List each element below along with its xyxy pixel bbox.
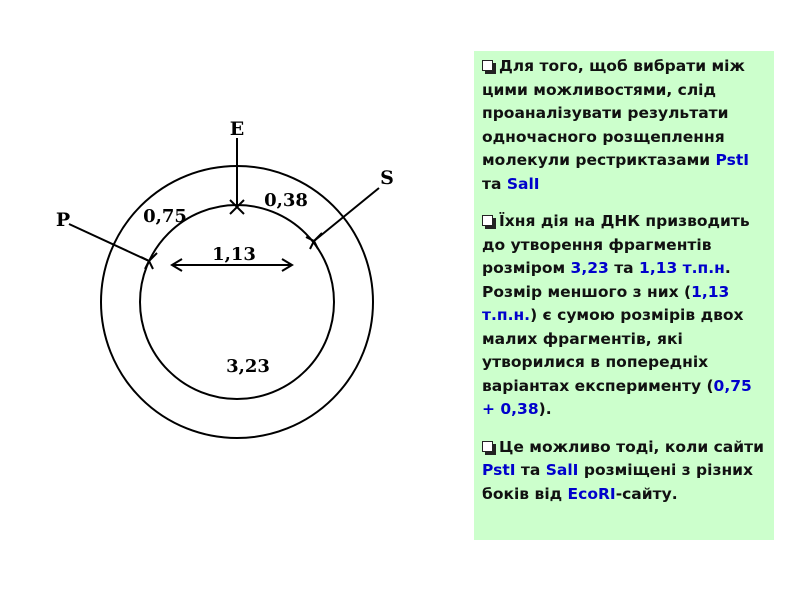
site-line-s [314, 188, 379, 241]
fragment-label-0-75: 0,75 [143, 206, 187, 227]
site-label-e: E [229, 118, 245, 140]
enzyme-sali: SalI [545, 461, 579, 479]
enzyme-sali: SalI [506, 174, 540, 193]
enzyme-psti: PstI [482, 461, 516, 479]
fragment-label-3-23: 3,23 [226, 356, 270, 377]
size-1-13: 1,13 т.п.н [639, 259, 725, 277]
enzyme-psti: PstI [715, 151, 750, 169]
checkbox-bullet-icon [482, 215, 493, 226]
site-label-s: S [380, 167, 394, 189]
fragment-label-0-38: 0,38 [264, 190, 308, 211]
enzyme-ecori: EcoRI [567, 484, 616, 503]
size-sum: 0,75 + 0,38 [482, 376, 752, 418]
paragraph-1: Для того, щоб вибрати між цими можливостями, слід проаналізувати результати одночасного розщеплення молекули рестриктазами PstI та SalI [482, 57, 750, 193]
size-1-13-tpn: 1,13 т.п.н. [482, 282, 730, 324]
explanation-panel [474, 51, 774, 540]
fragment-label-1-13: 1,13 [212, 244, 256, 265]
checkbox-bullet-icon [482, 60, 493, 71]
paragraph-2: Їхня дія на ДНК призводить до утворення фрагментів розміром 3,23 та 1,13 т.п.н. Розмір меншого з них (1,13 т.п.н.) є сумою розмірів двох малих фрагментів, які утворилися в попередніх варіантах експерименту (0,75 + 0,38). [482, 212, 752, 418]
site-label-p: P [55, 209, 71, 231]
site-mark-p [141, 253, 157, 269]
paragraph-3: Це можливо тоді, коли сайти PstI та SalI розміщені з різних боків від EcoRI-сайту. [482, 437, 764, 503]
checkbox-bullet-icon [482, 441, 493, 452]
size-3-23: 3,23 [570, 259, 609, 277]
